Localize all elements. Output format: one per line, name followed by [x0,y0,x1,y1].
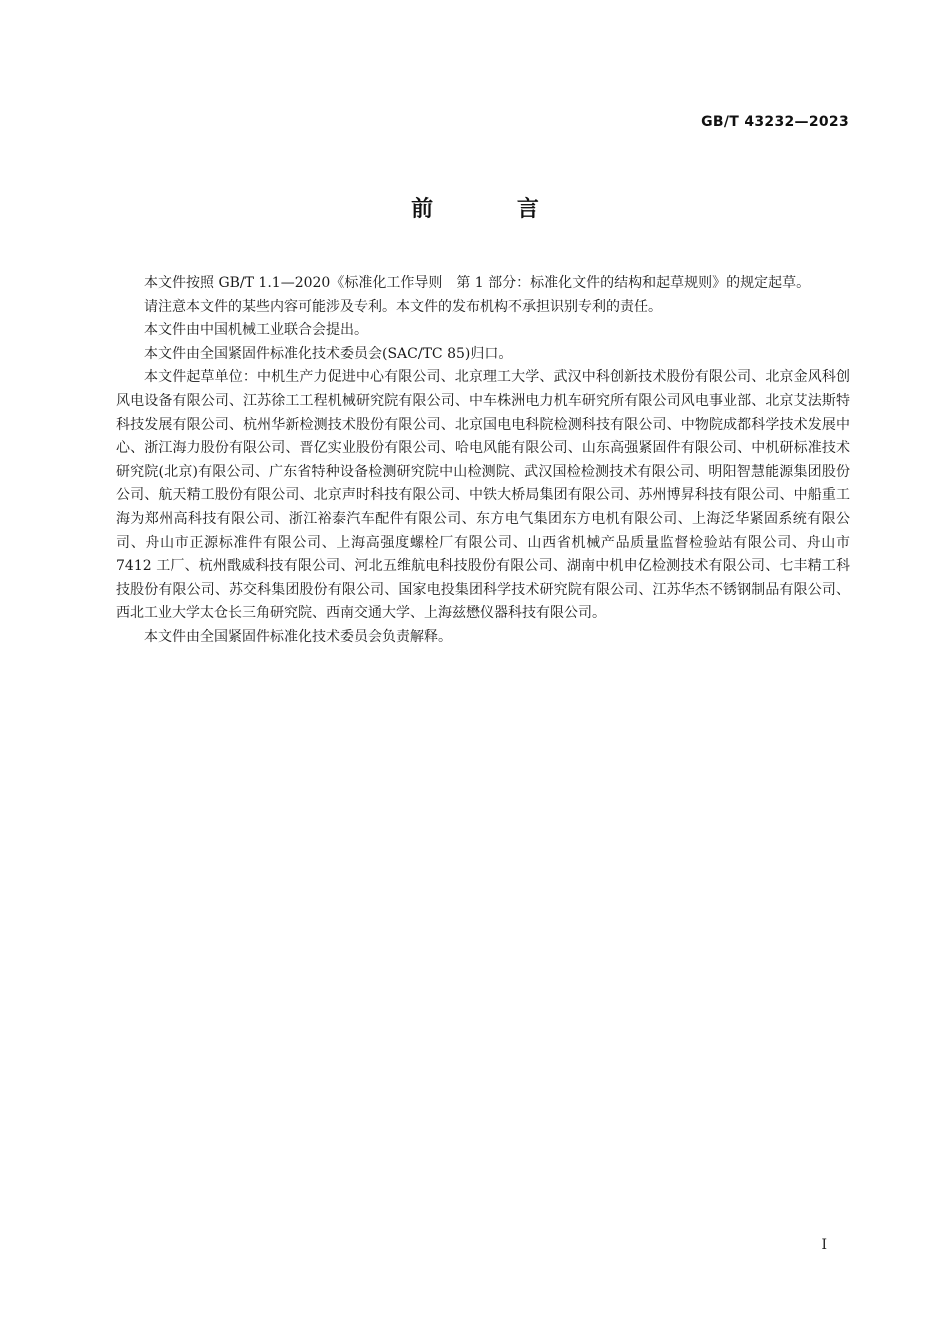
paragraph-proposer: 本文件由中国机械工业联合会提出。 [144,322,368,339]
page-title: 前 言 [411,197,577,222]
paragraph-interpretation: 本文件由全国紧固件标准化技术委员会负责解释。 [144,628,452,645]
paragraph-drafting-rules: 本文件按照 GB/T 1.1—2020《标准化工作导则 第 1 部分：标准化文件的结构和起草规则》的规定起草。 [144,275,811,291]
paragraph-patent-notice: 请注意本文件的某些内容可能涉及专利。本文件的发布机构不承担识别专利的责任。 [144,298,662,315]
foreword-body [116,272,850,650]
paragraph-drafting-units: 本文件起草单位：中机生产力促进中心有限公司、北京理工大学、武汉中科创新技术股份有限公司、北京金风科创风电设备有限公司、江苏徐工工程机械研究院有限公司、中车株洲电力机车研究所有限公司风电事业部、北京艾法斯特科技发展有限公司、杭州华新检测技术股份有限公司、北京国电电科院检测科技有限公司、中物院成都科学技术发展中心、浙江海力股份有限公司、晋亿实业股份有限公司、哈电风能有限公司、山东高强紧固件有限公司、中机研标准技术研究院(北京)有限公司、广东省特种设备检测研究院中山检测院、武汉国检检测技术有限公司、明阳智慧能源集团股份公司、航天精工股份有限公司、北京声时科技有限公司、中铁大桥局集团有限公司、苏州博昇科技有限公司、中船重工海为郑州高科技有限公司、浙江裕泰汽车配件有限公司、东方电气集团东方电机有限公司、上海泛华紧固系统有限公司、舟山市正源标准件有限公司、上海高强度螺栓厂有限公司、山西省机械产品质量监督检验站有限公司、舟山市 7412 工厂、杭州戬威科技有限公司、河北五维航电科技股份有限公司、湖南中机申亿检测技术有限公司、七丰精工科技股份有限公司、苏交科集团股份有限公司、国家电投集团科学技术研究院有限公司、江苏华杰不锈钢制品有限公司、西北工业大学太仓长三角研究院、西南交通大学、上海兹懋仪器科技有限公司。 [116,369,850,622]
page-number: I [821,1237,827,1253]
paragraph-administrator: 本文件由全国紧固件标准化技术委员会(SAC/TC 85)归口。 [144,345,513,362]
standard-code: GB/T 43232—2023 [701,114,849,130]
